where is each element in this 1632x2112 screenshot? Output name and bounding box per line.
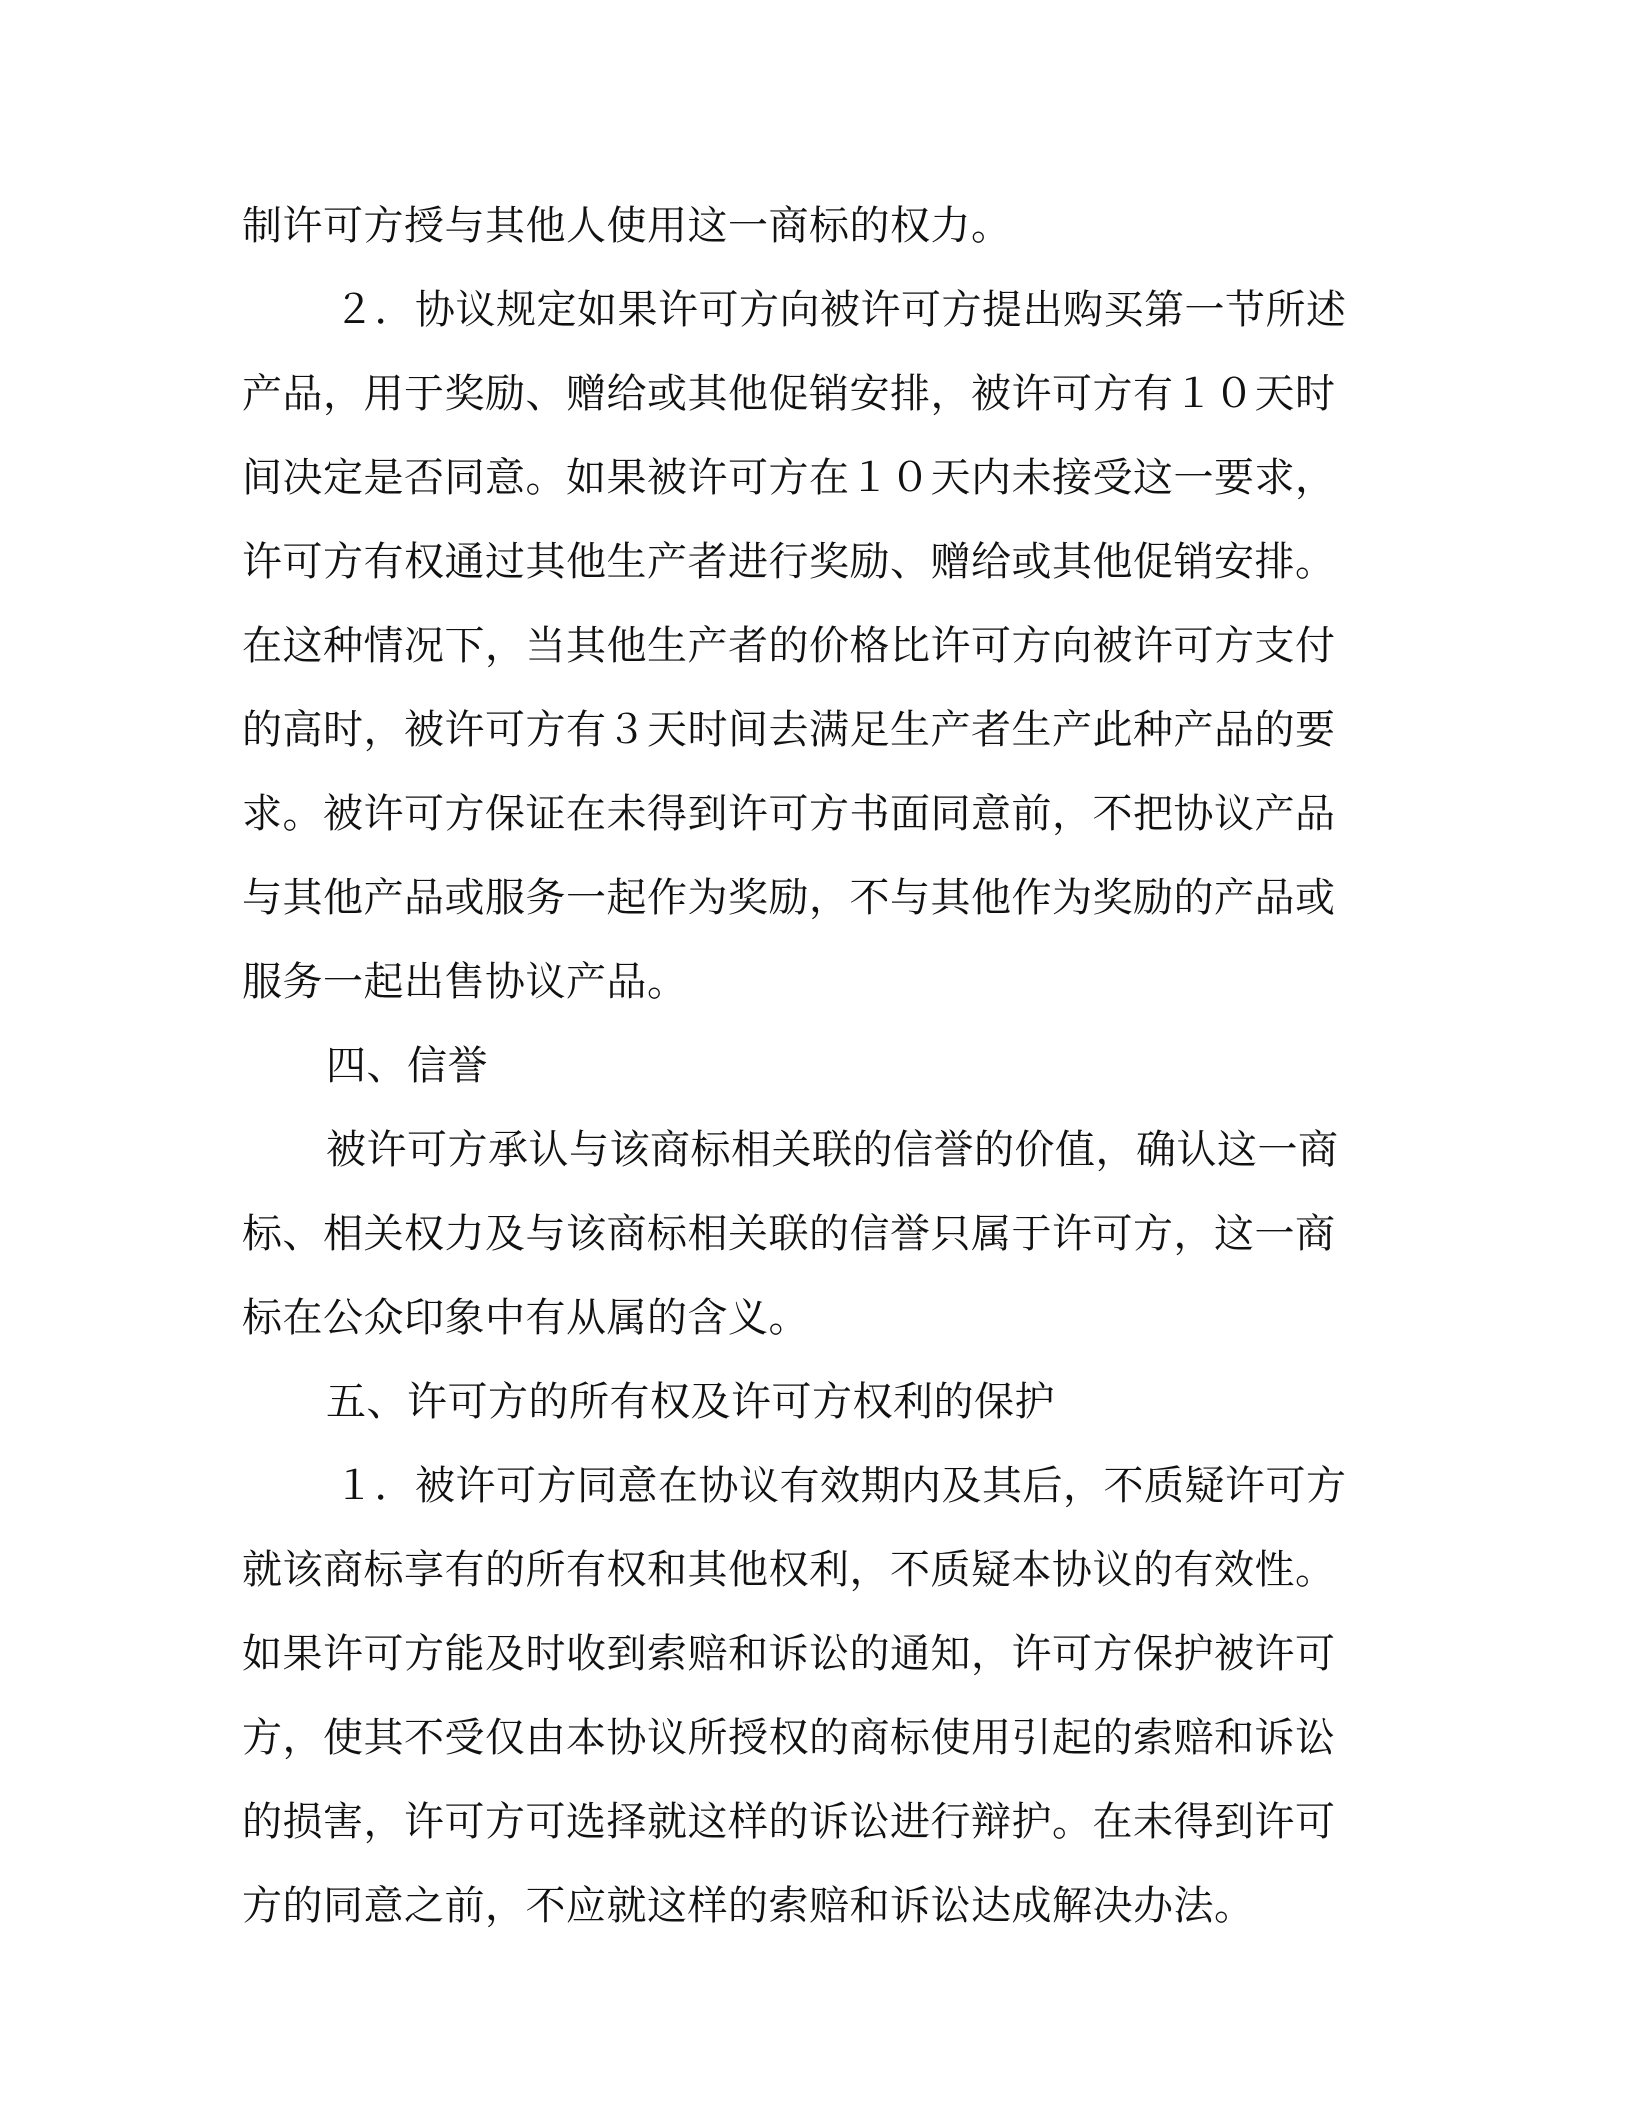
text-line: 如果许可方能及时收到索赔和诉讼的通知，许可方保护被许可: [242, 1631, 1336, 1677]
text-line: 在这种情况下，当其他生产者的价格比许可方向被许可方支付: [242, 623, 1336, 669]
text-line: 间决定是否同意。如果被许可方在１０天内未接受这一要求，: [242, 455, 1336, 501]
text-line: 的高时，被许可方有３天时间去满足生产者生产此种产品的要: [242, 707, 1336, 753]
section-heading: 五、许可方的所有权及许可方权利的保护: [326, 1379, 1055, 1425]
text-line: 许可方有权通过其他生产者进行奖励、赠给或其他促销安排。: [242, 539, 1336, 585]
text-line: 方的同意之前，不应就这样的索赔和诉讼达成解决办法。: [242, 1883, 1255, 1929]
text-line: 求。被许可方保证在未得到许可方书面同意前，不把协议产品: [242, 791, 1336, 837]
text-line: 的损害，许可方可选择就这样的诉讼进行辩护。在未得到许可: [242, 1799, 1336, 1845]
text-line: 标在公众印象中有从属的含义。: [242, 1295, 809, 1341]
document-body: [242, 184, 1392, 1948]
text-line: 方，使其不受仅由本协议所授权的商标使用引起的索赔和诉讼: [242, 1715, 1336, 1761]
text-line: 与其他产品或服务一起作为奖励，不与其他作为奖励的产品或: [242, 875, 1336, 921]
text-line: 被许可方承认与该商标相关联的信誉的价值，确认这一商: [326, 1127, 1339, 1173]
text-line: ２．协议规定如果许可方向被许可方提出购买第一节所述: [334, 287, 1347, 333]
text-line: 标、相关权力及与该商标相关联的信誉只属于许可方，这一商: [242, 1211, 1336, 1257]
text-line: 产品，用于奖励、赠给或其他促销安排，被许可方有１０天时: [242, 371, 1336, 417]
text-line: 服务一起出售协议产品。: [242, 959, 688, 1005]
text-line: 制许可方授与其他人使用这一商标的权力。: [242, 203, 1012, 249]
text-line: 就该商标享有的所有权和其他权利，不质疑本协议的有效性。: [242, 1547, 1336, 1593]
text-line: １．被许可方同意在协议有效期内及其后，不质疑许可方: [334, 1463, 1347, 1509]
section-heading: 四、信誉: [326, 1043, 488, 1089]
